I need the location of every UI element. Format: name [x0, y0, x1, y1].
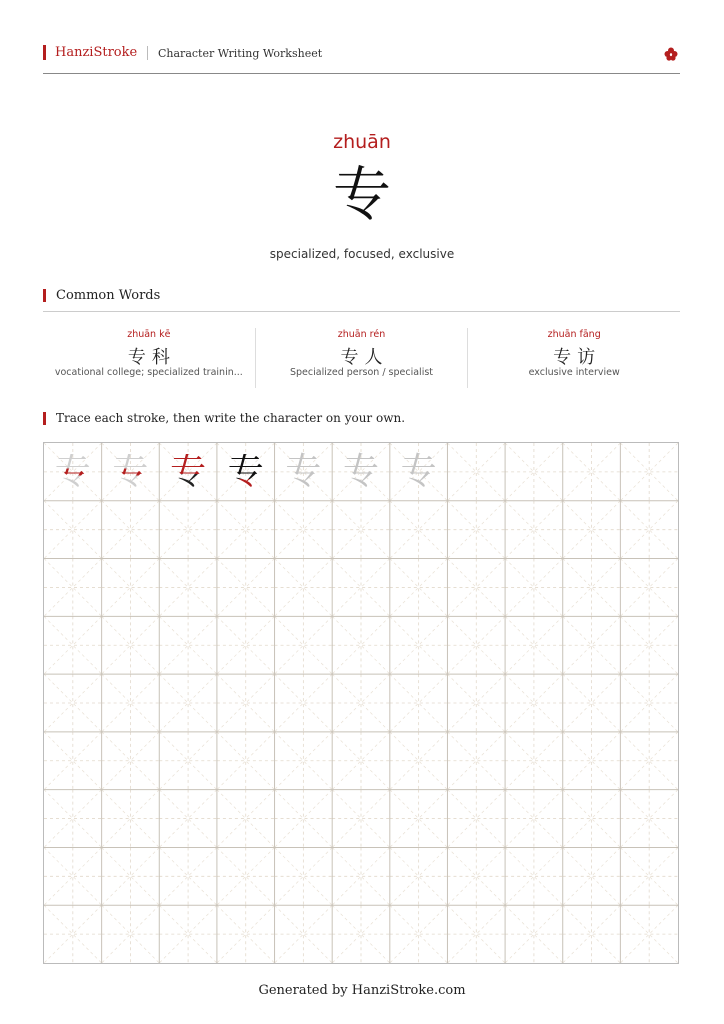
stroke-step-cell — [390, 443, 448, 501]
common-words-header — [43, 288, 680, 312]
word-hanzi: 专科 — [127, 347, 176, 368]
stroke-step-glyph: 专 — [285, 450, 322, 492]
stroke-step-cell — [102, 443, 160, 501]
stroke-step-cell — [159, 443, 217, 501]
stroke-step-cell — [332, 443, 390, 501]
word-definition: exclusive interview — [528, 367, 620, 378]
worksheet-subtitle: Character Writing Worksheet — [158, 47, 323, 60]
main-character: 专 — [332, 160, 391, 228]
word-definition: Specialized person / specialist — [290, 367, 434, 378]
common-words-title: Common Words — [56, 288, 161, 303]
character-meaning: specialized, focused, exclusive — [269, 247, 455, 261]
stroke-step-glyph: 专 — [227, 450, 264, 492]
flower-icon — [664, 47, 678, 61]
word-hanzi: 专访 — [553, 347, 602, 368]
word-pinyin: zhuān rén — [337, 329, 386, 340]
worksheet-header — [43, 43, 680, 74]
word-pinyin: zhuān kē — [127, 329, 171, 340]
section-accent-bar — [43, 412, 46, 425]
stroke-step-glyph: 专 — [112, 450, 149, 492]
stroke-step-glyph: 专 — [400, 450, 437, 492]
stroke-step-cell — [44, 443, 102, 501]
word-hanzi: 专人 — [340, 347, 389, 368]
stroke-step-glyph: 专 — [170, 450, 207, 492]
practice-grid[interactable] — [43, 442, 679, 964]
grid-lines — [44, 443, 678, 963]
section-accent-bar — [43, 289, 46, 302]
header-accent-bar — [43, 45, 46, 60]
word-card — [467, 328, 680, 388]
common-words-list — [43, 328, 680, 388]
word-card — [43, 328, 255, 388]
brand-name[interactable]: HanziStroke — [55, 45, 138, 60]
word-card — [255, 328, 468, 388]
practice-instruction: Trace each stroke, then write the character on your own. — [56, 411, 406, 425]
word-pinyin: zhuān fāng — [547, 329, 601, 340]
practice-header — [43, 411, 680, 429]
footer-credit: Generated by HanziStroke.com — [258, 983, 466, 998]
word-definition: vocational college; specialized trainin... — [54, 367, 243, 378]
character-pinyin: zhuān — [333, 131, 391, 153]
stroke-step-cell — [275, 443, 333, 501]
stroke-step-glyph: 专 — [342, 450, 379, 492]
stroke-step-cell — [217, 443, 275, 501]
header-divider — [147, 46, 148, 60]
stroke-step-glyph: 专 — [54, 450, 91, 492]
